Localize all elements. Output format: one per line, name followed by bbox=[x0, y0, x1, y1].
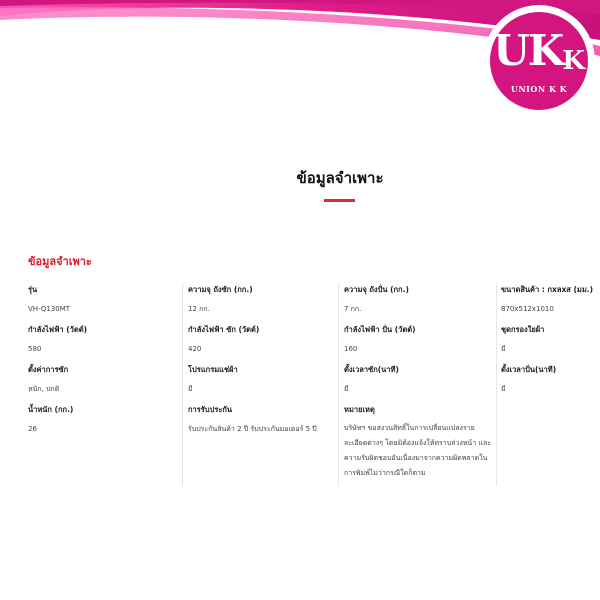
spec-label: การรับประกัน bbox=[188, 405, 233, 414]
logo-text-big: UK bbox=[493, 26, 563, 75]
spec-value: มี bbox=[344, 385, 349, 393]
spec-field-lint-filter bbox=[501, 324, 600, 364]
spec-label: ความจุ ถังซัก (กก.) bbox=[188, 285, 253, 294]
spec-field-weight bbox=[28, 404, 178, 444]
spec-column-1 bbox=[28, 284, 178, 486]
spec-field-spin-capacity bbox=[344, 284, 496, 324]
spec-field-wash-timer bbox=[344, 364, 496, 404]
spec-label: ชุดกรองใยผ้า bbox=[501, 325, 545, 334]
spec-field-dimensions bbox=[501, 284, 600, 324]
spec-field-note bbox=[344, 404, 496, 477]
spec-column-4 bbox=[496, 284, 600, 486]
spec-label: ตั้งค่าการซัก bbox=[28, 365, 69, 374]
logo-badge bbox=[490, 12, 588, 110]
spec-field-power bbox=[28, 324, 178, 364]
logo-text-small: K bbox=[562, 46, 585, 76]
spec-value: 12 กก. bbox=[188, 305, 210, 313]
spec-value: บริษัทฯ ขอสงวนสิทธิ์ในการเปลี่ยนแปลงรายละเอียดต่างๆ โดยมิต้องแจ้งให้ทราบล่วงหน้า และความรับผิดชอบอันเนื่องมาจากความผิดพลาดในการพิมพ์ไม่ว่ากรณีใดก็ตาม bbox=[344, 424, 491, 477]
spec-label: ตั้งเวลาปั่น(นาที) bbox=[501, 365, 557, 374]
logo-subtext: UNION K K bbox=[510, 84, 568, 94]
title-underline bbox=[324, 199, 355, 202]
spec-value: 160 bbox=[344, 345, 358, 353]
spec-field-model bbox=[28, 284, 178, 324]
logo-letters bbox=[490, 26, 588, 76]
spec-value: 870x512x1010 bbox=[501, 305, 554, 313]
spec-value: มี bbox=[501, 345, 506, 353]
spec-field-wash-power bbox=[188, 324, 338, 364]
spec-column-3 bbox=[338, 284, 496, 486]
page-title: ข้อมูลจำเพาะ bbox=[296, 169, 384, 187]
spec-label: ความจุ ถังปั่น (กก.) bbox=[344, 285, 409, 294]
spec-heading: ข้อมูลจำเพาะ bbox=[28, 255, 92, 268]
spec-column-2 bbox=[182, 284, 338, 486]
spec-field-wash-setting bbox=[28, 364, 178, 404]
spec-field-warranty bbox=[188, 404, 338, 444]
spec-value: มี bbox=[188, 385, 193, 393]
spec-label: ตั้งเวลาซัก(นาที) bbox=[344, 365, 399, 374]
spec-value: 26 bbox=[28, 425, 37, 433]
spec-label: น้ำหนัก (กก.) bbox=[28, 405, 74, 414]
spec-value: VH-Q130MT bbox=[28, 305, 71, 313]
spec-field-wash-capacity bbox=[188, 284, 338, 324]
brand-logo[interactable] bbox=[483, 5, 595, 117]
spec-label: กำลังไฟฟ้า (วัตต์) bbox=[28, 325, 88, 334]
spec-label: รุ่น bbox=[28, 285, 38, 294]
spec-value: มี bbox=[501, 385, 506, 393]
spec-value: 580 bbox=[28, 345, 42, 353]
spec-label: ขนาดสินค้า : กxลxส (มม.) bbox=[501, 285, 594, 294]
spec-label: กำลังไฟฟ้า ซัก (วัตต์) bbox=[188, 325, 260, 334]
spec-value: 7 กก. bbox=[344, 305, 362, 313]
spec-field-spin-power bbox=[344, 324, 496, 364]
spec-value: 420 bbox=[188, 345, 202, 353]
spec-label: กำลังไฟฟ้า ปั่น (วัตต์) bbox=[344, 325, 416, 334]
spec-field-spin-timer bbox=[501, 364, 600, 404]
spec-value: รับประกันสินค้า 2 ปี รับประกันมอเตอร์ 5 ปี bbox=[188, 425, 317, 433]
spec-field-soak-program bbox=[188, 364, 338, 404]
spec-value: หนัก, ปกติ bbox=[28, 385, 60, 393]
spec-label: โปรแกรมแช่ผ้า bbox=[188, 365, 238, 374]
spec-label: หมายเหตุ bbox=[344, 405, 375, 414]
